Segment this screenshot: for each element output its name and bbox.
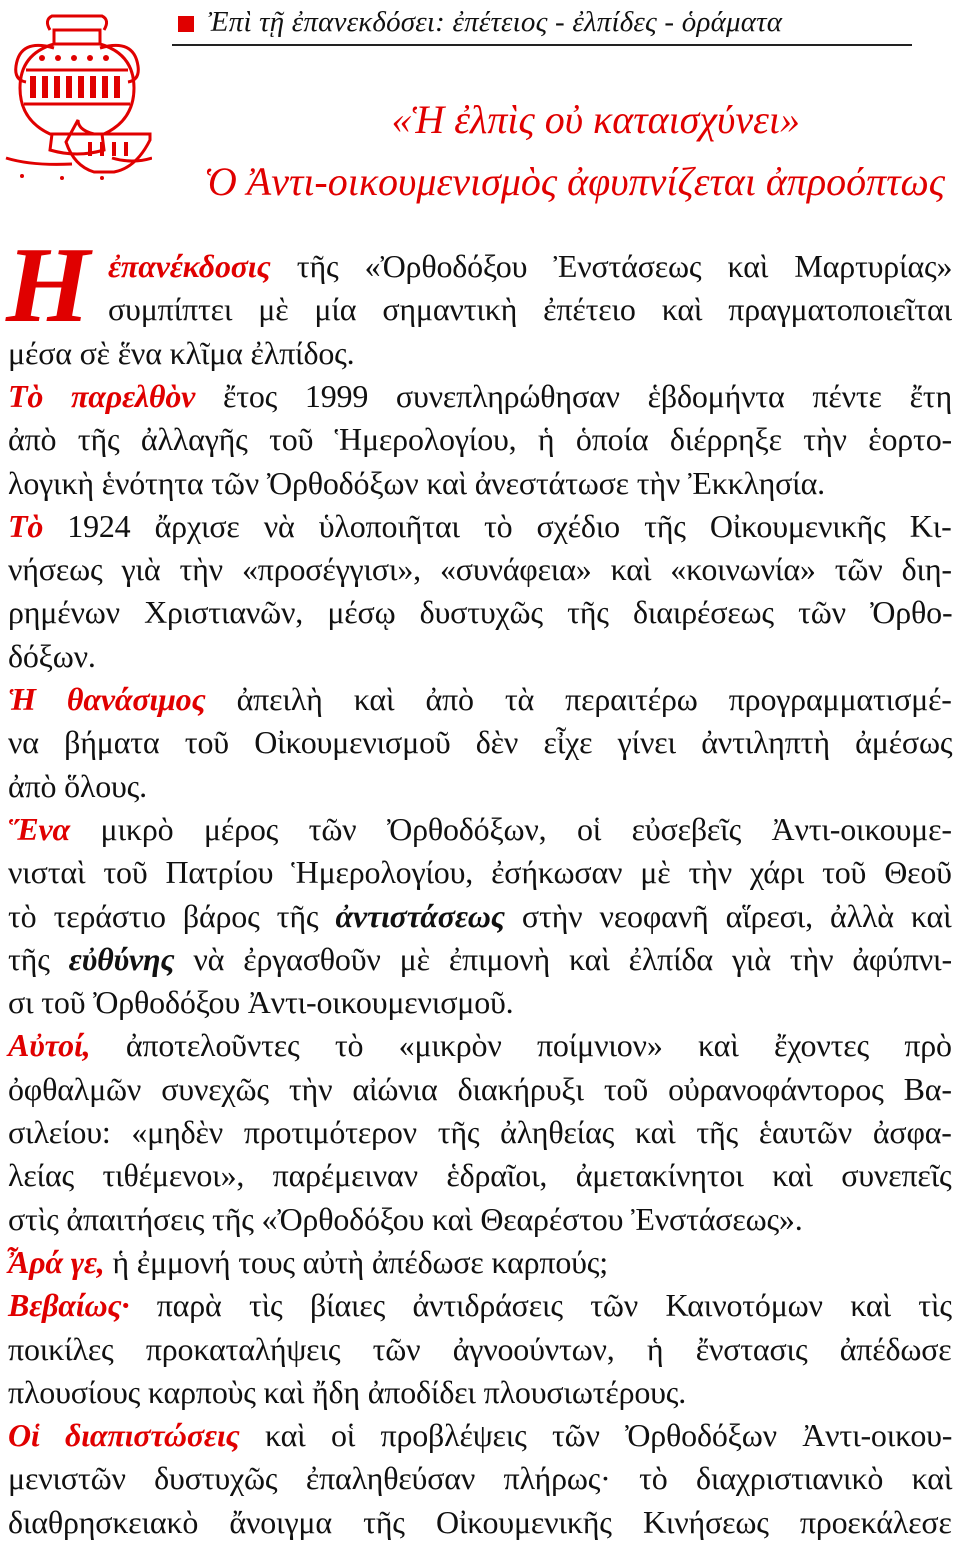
article-line	[8, 592, 952, 632]
article-line	[8, 1285, 952, 1325]
article-line	[8, 636, 96, 676]
line-text: τῆς «Ὀρθοδόξου Ἐνστάσεως καὶ Μαρτυρίας»	[270, 248, 953, 284]
line-text: τῆς	[8, 940, 69, 977]
red-lead-phrase: Τὸ	[8, 507, 44, 544]
red-lead-phrase: Τὸ παρελθὸν	[8, 377, 196, 414]
line-text: ὀφθαλμῶν συνεχῶς τὴν αἰώνια διακήρυξι τοῦ οὐρανοφάντορος Βα-	[8, 1070, 952, 1107]
article-title: «Ἡ ἐλπὶς οὐ καταισχύνει»	[391, 97, 800, 142]
line-text: νισταὶ τοῦ Πατρίου Ἡμερολογίου, ἐσήκωσαν μὲ τὴν χάρι τοῦ Θεοῦ	[8, 854, 952, 891]
article-line	[8, 809, 952, 849]
line-text: μέσα σὲ ἕνα κλῖμα ἐλπίδος.	[8, 334, 355, 371]
article-line	[8, 333, 354, 373]
article-line	[8, 1242, 608, 1282]
article-line	[8, 722, 952, 762]
line-text: παρὰ τὶς βίαιες ἀντιδράσεις τῶν Καινοτόμων καὶ τὶς	[129, 1287, 952, 1324]
amphora-vase-logo-icon	[2, 8, 152, 183]
line-text: στὴν νεοφανῆ αἵρεσι, ἀλλὰ καὶ	[504, 897, 952, 934]
red-lead-phrase: Οἱ διαπιστώσεις	[8, 1417, 240, 1454]
article-line	[8, 766, 147, 806]
article-line	[8, 1199, 803, 1239]
article-line	[8, 896, 952, 936]
red-lead-phrase: ἐπανέκδοσις	[108, 248, 271, 284]
line-text: καὶ οἱ προβλέψεις τῶν Ὀρθοδόξων Ἀντι-οικου-	[239, 1417, 953, 1454]
bold-phrase: εὐθύνης	[68, 940, 175, 977]
article-line	[8, 1112, 952, 1152]
article-line	[8, 1458, 952, 1498]
red-square-bullet-icon	[178, 16, 194, 32]
line-text: ἀπὸ ὅλους.	[8, 767, 147, 804]
line-text: σιλείου: «μηδὲν προτιμότερον τῆς ἀληθείας καὶ τῆς ἑαυτῶν ἀσφα-	[8, 1114, 952, 1150]
line-text: διαθρησκειακὸ ἄνοιγμα τῆς Οἰκουμενικῆς Κινήσεως προεκάλεσε	[8, 1503, 952, 1540]
red-lead-phrase: Ἡ θανάσιμος	[8, 681, 206, 717]
article-line	[108, 289, 952, 329]
line-text: λογικὴ ἑνότητα τῶν Ὀρθοδόξων καὶ ἀνεστάτωσε τὴν Ἐκκλησία.	[8, 464, 825, 501]
article-line	[108, 246, 952, 286]
article-line	[8, 1372, 686, 1412]
line-text: 1924 ἄρχισε νὰ ὑλοποιῆται τὸ σχέδιο τῆς Οἰκουμενικῆς Κι-	[43, 507, 952, 544]
line-text: ποικίλες προκαταλήψεις τῶν ἀγνοούντων, ἡ ἔνστασις ἀπέδωσε	[8, 1330, 952, 1367]
article-line	[8, 1415, 952, 1455]
red-lead-phrase: Βεβαίως·	[8, 1287, 130, 1324]
article-line	[8, 376, 952, 416]
line-text: ἔτος 1999 συνεπληρώθησαν ἑβδομήντα πέντε ἔτη	[195, 377, 953, 414]
article-line	[8, 1025, 952, 1065]
drop-cap: Η	[6, 226, 91, 345]
article-line	[8, 1155, 952, 1195]
line-text: ρημένων Χριστιανῶν, μέσῳ δυστυχῶς τῆς διαιρέσεως τῶν Ὀρθο-	[8, 594, 953, 631]
red-lead-phrase: Ἆρά γε,	[8, 1243, 105, 1280]
line-text: σι τοῦ Ὀρθοδόξου Ἀντι-οικουμενισμοῦ.	[8, 984, 514, 1021]
line-text: ἀπειλὴ καὶ ἀπὸ τὰ περαιτέρω προγραμματισμέ-	[205, 681, 952, 717]
article-line	[8, 463, 825, 503]
bold-phrase: ἀντιστάσεως	[335, 897, 505, 934]
line-text: μενιστῶν δυστυχῶς ἐπαληθεύσαν πλήρως· τὸ διαχριστιανικὸ καὶ	[8, 1460, 953, 1497]
header-text: Ἐπὶ τῇ ἐπανεκδόσει: ἐπέτειος - ἐλπίδες - ὁράματα	[208, 6, 783, 38]
line-text: λείας τιθέμενοι», παρέμειναν ἑδραῖοι, ἀμετακίνητοι καὶ συνεπεῖς	[8, 1157, 952, 1194]
line-text: στὶς ἀπαιτήσεις τῆς «Ὀρθοδόξου καὶ Θεαρέστου Ἐνστάσεως».	[8, 1200, 803, 1237]
line-text: συμπίπτει μὲ μία σημαντικὴ ἐπέτειο καὶ πραγματοποιεῖται	[108, 291, 952, 328]
article-subtitle: Ὁ Ἀντι-οικουμενισμὸς ἀφυπνίζεται ἀπροόπτως	[204, 159, 945, 204]
line-text: τὸ τεράστιο βάρος τῆς	[8, 897, 336, 934]
red-lead-phrase: Ἕνα	[8, 810, 71, 847]
article-line	[8, 982, 513, 1022]
article-line	[8, 549, 952, 589]
line-text: ἀποτελοῦντες τὸ «μικρὸν ποίμνιον» καὶ ἔχοντες πρὸ	[90, 1027, 952, 1064]
article-line	[8, 1069, 952, 1109]
line-text: να βήματα τοῦ Οἰκουμενισμοῦ δὲν εἶχε γίνει ἀντιληπτὴ ἀμέσως	[8, 724, 953, 761]
article-line	[8, 852, 952, 892]
running-header	[172, 4, 912, 46]
line-text: ἀπὸ τῆς ἀλλαγῆς τοῦ Ἡμερολογίου, ἡ ὁποία διέρρηξε τὴν ἑορτο-	[8, 421, 952, 458]
article-line	[8, 1329, 952, 1369]
line-text: ἡ ἐμμονή τους αὐτὴ ἀπέδωσε καρπούς;	[104, 1243, 608, 1280]
article-line	[8, 506, 952, 546]
line-text: νήσεως γιὰ τὴν «προσέγγισι», «συνάφεια» καὶ «κοινωνία» τῶν διη-	[8, 551, 952, 588]
article-line	[8, 679, 952, 719]
article-line	[8, 1502, 952, 1542]
article-line	[8, 419, 952, 459]
line-text: μικρὸ μέρος τῶν Ὀρθοδόξων, οἱ εὐσεβεῖς Ἀντι-οικουμε-	[70, 810, 952, 847]
red-lead-phrase: Αὐτοί,	[8, 1027, 91, 1064]
line-text: πλουσίους καρποὺς καὶ ἤδη ἀποδίδει πλουσιωτέρους.	[8, 1373, 687, 1410]
line-text: δόξων.	[8, 637, 96, 674]
line-text: νὰ ἐργασθοῦν μὲ ἐπιμονὴ καὶ ἐλπίδα γιὰ τὴν ἀφύπνι-	[174, 940, 952, 977]
article-line	[8, 939, 952, 979]
